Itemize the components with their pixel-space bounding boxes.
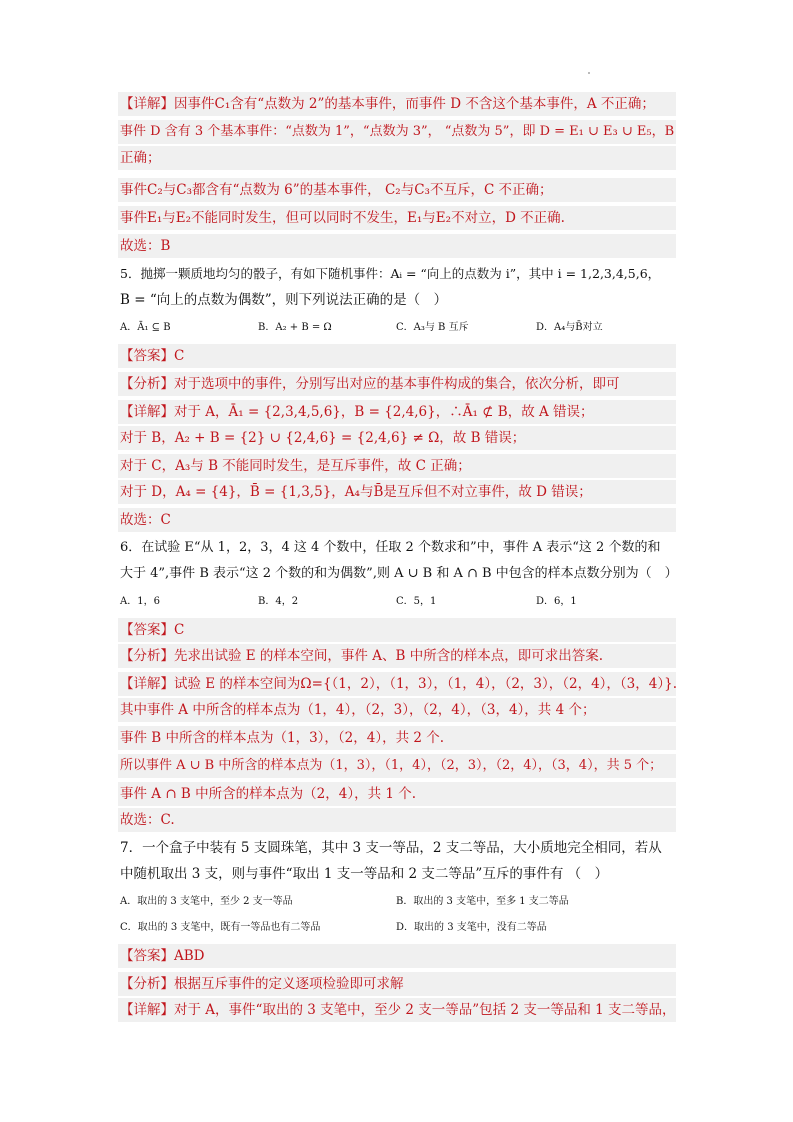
q6-options <box>118 590 680 614</box>
q5-option-c: C．A₃与 B 互斥 <box>396 322 469 333</box>
q5-options <box>118 316 680 340</box>
q7-detail-line-1 <box>118 998 676 1022</box>
prev-conclusion-line <box>118 234 676 258</box>
q5-detail-text-4: 对于 D，A₄ = {4}，B̄ = {1,3,5}，A₄与B̄是互斥但不对立事件，故 D 错误； <box>120 484 592 500</box>
q7-answer-line <box>118 944 676 968</box>
prev-detail-text-1: 【详解】因事件C₁含有“点数为 2”的基本事件，而事件 D 不含这个基本事件，A 不正确； <box>120 96 655 112</box>
q6-analysis-line <box>118 644 676 668</box>
q6-detail-line-5 <box>118 782 676 806</box>
q5-option-b: B．A₂ + B = Ω <box>258 322 332 333</box>
prev-detail-line-5 <box>118 206 676 230</box>
q5-conclusion-line <box>118 508 676 532</box>
q6-answer-line <box>118 618 676 642</box>
q7-option-d: D．取出的 3 支笔中，没有二等品 <box>396 922 547 933</box>
q5-conclusion-text: 故选：C <box>120 512 171 528</box>
q6-option-b: B．4，2 <box>258 596 299 607</box>
q6-detail-text-2: 其中事件 A 中所含的样本点为（1，4），（2，3），（2，4），（3，4），共 4 个； <box>120 702 596 718</box>
prev-conclusion-text: 故选：B <box>120 238 171 254</box>
q7-option-b: B．取出的 3 支笔中，至多 1 支二等品 <box>396 896 569 907</box>
q5-answer-line <box>118 344 676 368</box>
prev-detail-line-1 <box>118 92 676 116</box>
q7-option-c: C．取出的 3 支笔中，既有一等品也有二等品 <box>120 922 321 933</box>
q5-detail-text-3: 对于 C，A₃与 B 不能同时发生，是互斥事件，故 C 正确； <box>120 458 471 474</box>
q6-answer-text: 【答案】C <box>120 622 185 638</box>
q7-answer-text: 【答案】ABD <box>120 948 205 964</box>
q6-detail-text-5: 事件 A ∩ B 中所含的样本点为（2，4），共 1 个. <box>120 786 417 802</box>
q7-stem-line-2: 中随机取出 3 支，则与事件“取出 1 支一等品和 2 支二等品”互斥的事件有 （ ） <box>120 866 609 882</box>
q6-detail-text-3: 事件 B 中所含的样本点为（1，3），（2，4），共 2 个. <box>120 730 445 746</box>
q7-option-a: A．取出的 3 支笔中，至少 2 支一等品 <box>120 896 293 907</box>
q5-detail-line-4 <box>118 480 676 504</box>
q6-stem-line-2: 大于 4”,事件 B 表示“这 2 个数的和为偶数”,则 A ∪ B 和 A ∩ B 中包含的样本点数分别为（ ） <box>120 566 678 581</box>
q7-options-row-2 <box>118 916 680 940</box>
q5-detail-line-1 <box>118 400 676 424</box>
prev-detail-text-2: 事件 D 含有 3 个基本事件：“点数为 1”，“点数为 3”， “点数为 5”，即 D = E₁ ∪ E₃ ∪ E₅，B <box>120 124 675 139</box>
q5-analysis-text: 【分析】对于选项中的事件，分别写出对应的基本事件构成的集合，依次分析，即可 <box>120 376 620 392</box>
q6-conclusion-line <box>118 808 676 832</box>
prev-detail-line-2 <box>118 120 676 144</box>
q7-stem-line-1: 7．一个盒子中装有 5 支圆珠笔，其中 3 支一等品，2 支二等品，大小质地完全相同，若从 <box>120 840 662 856</box>
prev-detail-text-5: 事件E₁与E₂不能同时发生，但可以同时不发生，E₁与E₂不对立，D 不正确. <box>120 210 565 226</box>
q5-stem-line-1: 5．抛掷一颗质地均匀的骰子，有如下随机事件：Aᵢ = “向上的点数为 i”，其中 i = 1,2,3,4,5,6， <box>120 266 661 281</box>
q5-detail-line-2 <box>118 426 676 450</box>
q5-option-d: D．A₄与B̄对立 <box>536 322 603 333</box>
q7-analysis-text: 【分析】根据互斥事件的定义逐项检验即可求解 <box>120 976 404 992</box>
q5-analysis-line <box>118 372 676 396</box>
q6-detail-line-2 <box>118 698 676 722</box>
q5-stem-line-2: B = “向上的点数为偶数”，则下列说法正确的是（ ） <box>120 292 448 308</box>
q6-option-c: C．5，1 <box>396 596 437 607</box>
q6-conclusion-text: 故选：C. <box>120 812 175 828</box>
q5-answer-text: 【答案】C <box>120 348 185 364</box>
q7-detail-text-1: 【详解】对于 A，事件“取出的 3 支笔中，至少 2 支一等品”包括 2 支一等品和 1 支二等品， <box>120 1002 676 1018</box>
q5-detail-line-3 <box>118 454 676 478</box>
q7-analysis-line <box>118 972 676 996</box>
prev-detail-line-4 <box>118 178 676 202</box>
prev-detail-text-4: 事件C₂与C₃都含有“点数为 6”的基本事件， C₂与C₃不互斥，C 不正确； <box>120 182 553 198</box>
q5-detail-text-1: 【详解】对于 A，Ā₁ = {2,3,4,5,6}，B = {2,4,6}，∴Ā₁ ⊄ B，故 A 错误； <box>120 404 594 420</box>
prev-detail-text-3: 正确； <box>120 150 161 166</box>
q6-detail-line-1 <box>118 672 676 696</box>
prev-detail-line-3 <box>118 146 676 170</box>
q5-option-a: A．Ā₁ ⊆ B <box>120 322 171 333</box>
q6-detail-line-3 <box>118 726 676 750</box>
q5-detail-text-2: 对于 B，A₂ + B = {2} ∪ {2,4,6} = {2,4,6} ≠ Ω，故 B 错误； <box>120 430 526 446</box>
page-dot <box>588 72 590 74</box>
q6-analysis-text: 【分析】先求出试验 E 的样本空间，事件 A、B 中所含的样本点，即可求出答案. <box>120 648 603 664</box>
q6-detail-text-1: 【详解】试验 E 的样本空间为Ω={（1，2），（1，3），（1，4），（2，3），（2，4），（3，4）}. <box>120 676 677 692</box>
q6-detail-line-4 <box>118 754 676 778</box>
q6-detail-text-4: 所以事件 A ∪ B 中所含的样本点为（1，3），（1，4），（2，3），（2，4），（3，4），共 5 个； <box>120 758 663 773</box>
q6-option-a: A．1，6 <box>120 596 160 607</box>
q7-options-row-1 <box>118 890 680 914</box>
q6-option-d: D．6，1 <box>536 596 577 607</box>
q6-stem-line-1: 6．在试验 E“从 1，2，3，4 这 4 个数中，任取 2 个数求和”中，事件 A 表示“这 2 个数的和 <box>120 540 661 555</box>
